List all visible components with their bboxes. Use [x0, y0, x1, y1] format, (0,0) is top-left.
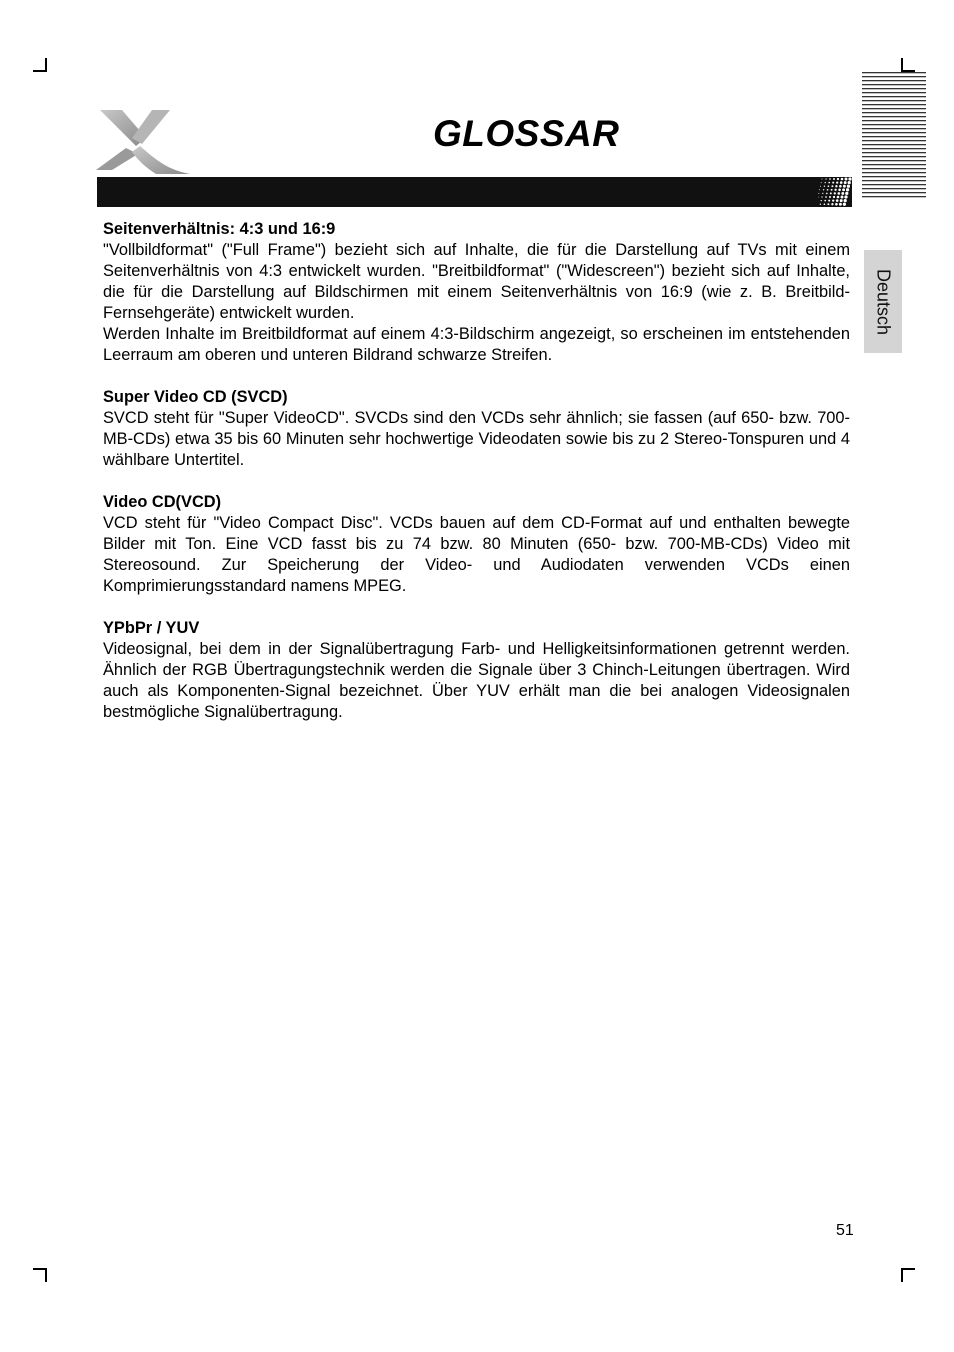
language-tab	[864, 250, 902, 353]
glossary-entry-svcd	[103, 387, 850, 471]
page-number: 51	[836, 1222, 854, 1239]
crop-mark-bottom-left	[33, 1268, 47, 1282]
glossary-entry-aspect-ratio	[103, 219, 850, 366]
glossary-entry-text: SVCD steht für "Super VideoCD". SVCDs sind den VCDs sehr ähnlich; sie fassen (auf 650- bzw. 700-MB-CDs) etwa 35 bis 60 Minuten sehr hochwertige Videodaten sowie bis zu 2 Stereo-Tonspuren und 4 wählbare Untertitel.	[103, 409, 850, 469]
glossary-entry-text: "Vollbildformat" ("Full Frame") bezieht sich auf Inhalte, die für die Darstellung auf TVs mit einem Seitenverhältnis von 4:3 entwickelt wurden. "Breitbildformat" ("Widescreen") bezieht sich auf Inhalte, die für die Darstellung auf Bildschirmen mit einem Seitenverhältnis von 16:9 (wie z. B. Breitbild-Fernsehgeräte) entwickelt wurden.	[103, 241, 850, 322]
glossary-content	[103, 219, 850, 744]
crop-mark-bottom-right	[901, 1268, 915, 1282]
glossary-entry-text: Werden Inhalte im Breitbildformat auf einem 4:3-Bildschirm angezeigt, so erscheinen im entstehenden Leerraum am oberen und unteren Bildrand schwarze Streifen.	[103, 325, 850, 364]
glossary-entry-heading: Super Video CD (SVCD)	[103, 388, 288, 406]
x-brand-logo-icon	[96, 108, 192, 176]
title-bar	[97, 177, 852, 207]
crop-mark-top-right	[901, 58, 915, 72]
decorative-stripes	[862, 72, 926, 200]
language-tab-label: Deutsch	[873, 268, 894, 335]
glossary-entry-text: VCD steht für "Video Compact Disc". VCDs bauen auf dem CD-Format auf und enthalten bewegte Bilder mit Ton. Eine VCD fasst bis zu 74 bzw. 80 Minuten (650- bzw. 700-MB-CDs) Video mit Stereosound. Zur Speicherung der Video- und Audiodaten verwenden VCDs einen Komprimierungsstandard namens MPEG.	[103, 514, 850, 595]
glossary-entry-heading: Seitenverhältnis: 4:3 und 16:9	[103, 220, 336, 238]
glossary-entry-vcd	[103, 492, 850, 597]
page-title: GLOSSAR	[433, 113, 620, 154]
title-bar-dot-pattern	[818, 177, 852, 207]
glossary-entry-heading: YPbPr / YUV	[103, 619, 200, 637]
crop-mark-top-left	[33, 58, 47, 72]
glossary-entry-ypbpr	[103, 618, 850, 723]
glossary-entry-text: Videosignal, bei dem in der Signalübertragung Farb- und Helligkeitsinformationen getrennt werden. Ähnlich der RGB Übertragungstechnik werden die Signale über 3 Chinch-Leitungen übertragen. Wird auch als Komponenten-Signal bezeichnet. Über YUV erhält man die bei analogen Videosignalen bestmögliche Signalübertragung.	[103, 640, 850, 721]
glossary-entry-heading: Video CD(VCD)	[103, 493, 222, 511]
